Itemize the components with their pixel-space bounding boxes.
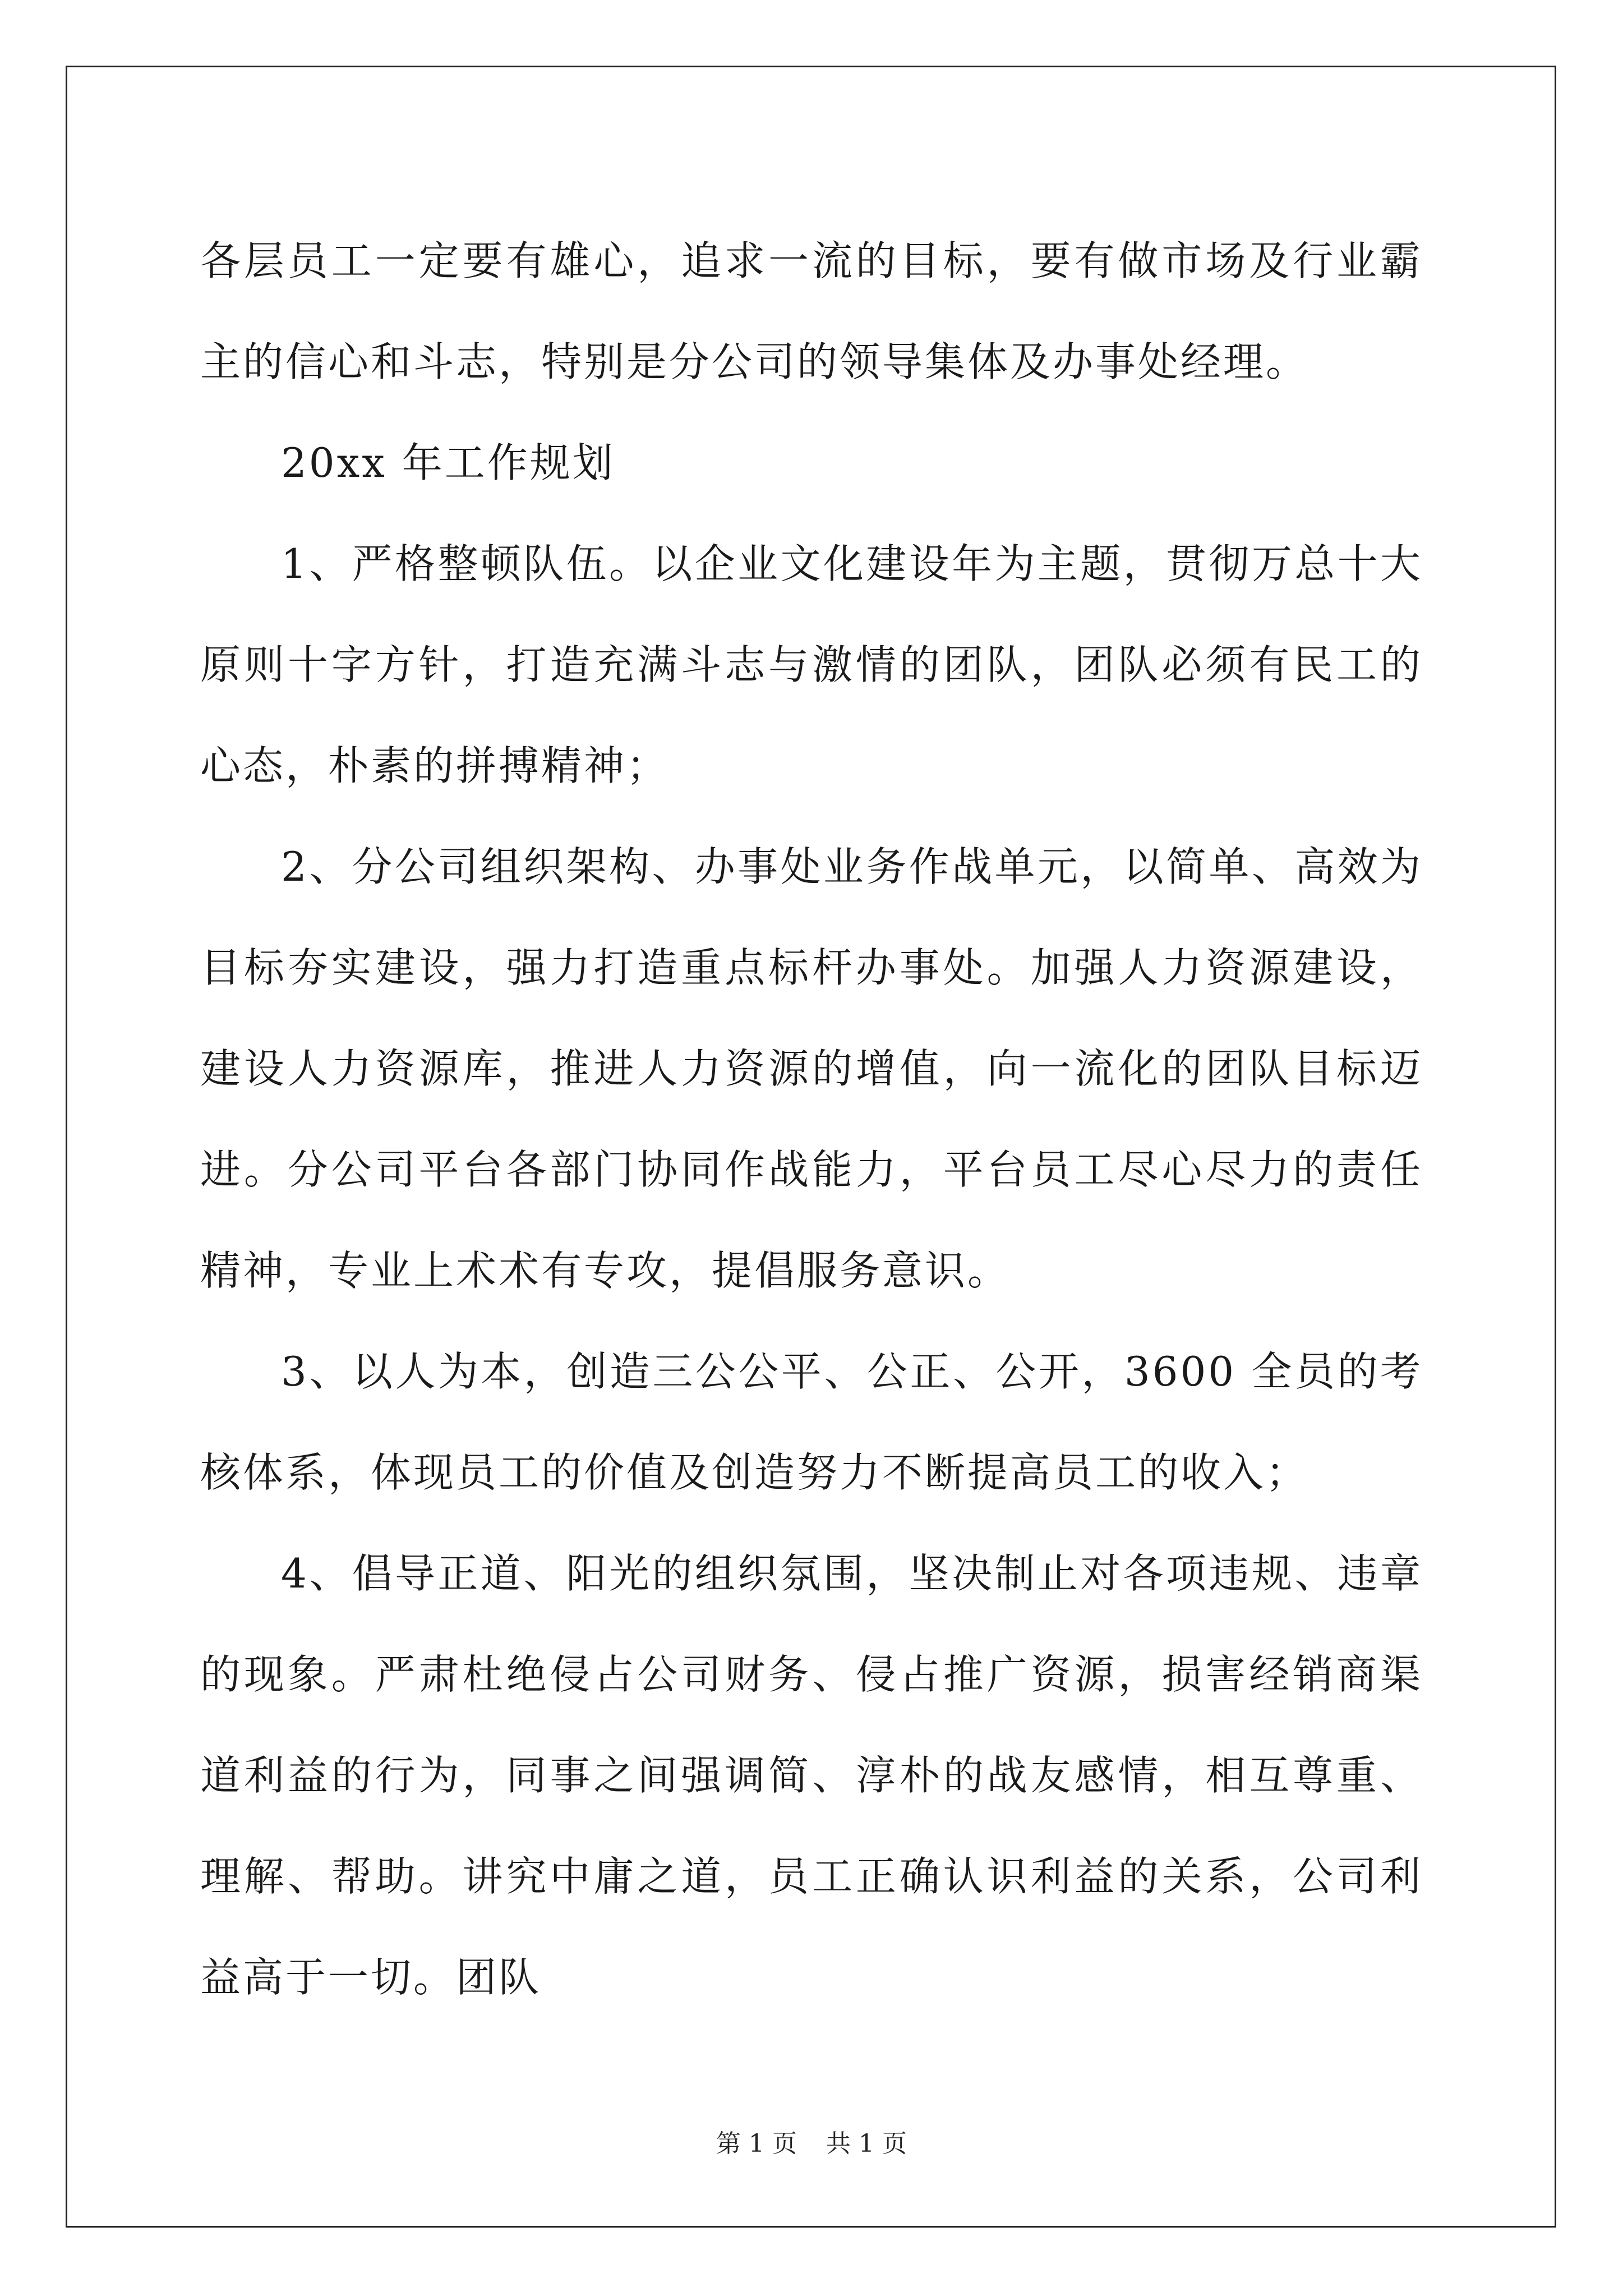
document-body [200, 210, 1423, 2028]
paragraph-item-4: 4、倡导正道、阳光的组织氛围，坚决制止对各项违规、违章的现象。严肃杜绝侵占公司财务、侵占推广资源，损害经销商渠道利益的行为，同事之间强调简、淳朴的战友感情，相互尊重、理解、帮助。讲究中庸之道，员工正确认识利益的关系，公司利益高于一切。团队 [200, 1550, 1423, 2001]
paragraph-item-3: 3、以人为本，创造三公公平、公正、公开，3600 全员的考核体系，体现员工的价值及创造努力不断提高员工的收入； [200, 1348, 1423, 1496]
page-number-total: 共 1 页 [826, 2129, 907, 2158]
section-heading: 20xx 年工作规划 [281, 439, 615, 486]
paragraph-item-1: 1、严格整顿队伍。以企业文化建设年为主题，贯彻万总十大原则十字方针，打造充满斗志与激情的团队，团队必须有民工的心态，朴素的拼搏精神； [200, 540, 1423, 789]
paragraph-1: 各层员工一定要有雄心，追求一流的目标，要有做市场及行业霸主的信心和斗志，特别是分公司的领导集体及办事处经理。 [200, 237, 1423, 385]
page-number-current: 第 1 页 [716, 2129, 797, 2158]
paragraph-item-2: 2、分公司组织架构、办事处业务作战单元，以简单、高效为目标夯实建设，强力打造重点标杆办事处。加强人力资源建设，建设人力资源库，推进人力资源的增值，向一流化的团队目标迈进。分公司平台各部门协同作战能力，平台员工尽心尽力的责任精神，专业上术术有专攻，提倡服务意识。 [200, 843, 1423, 1294]
page-footer [0, 2127, 1623, 2161]
